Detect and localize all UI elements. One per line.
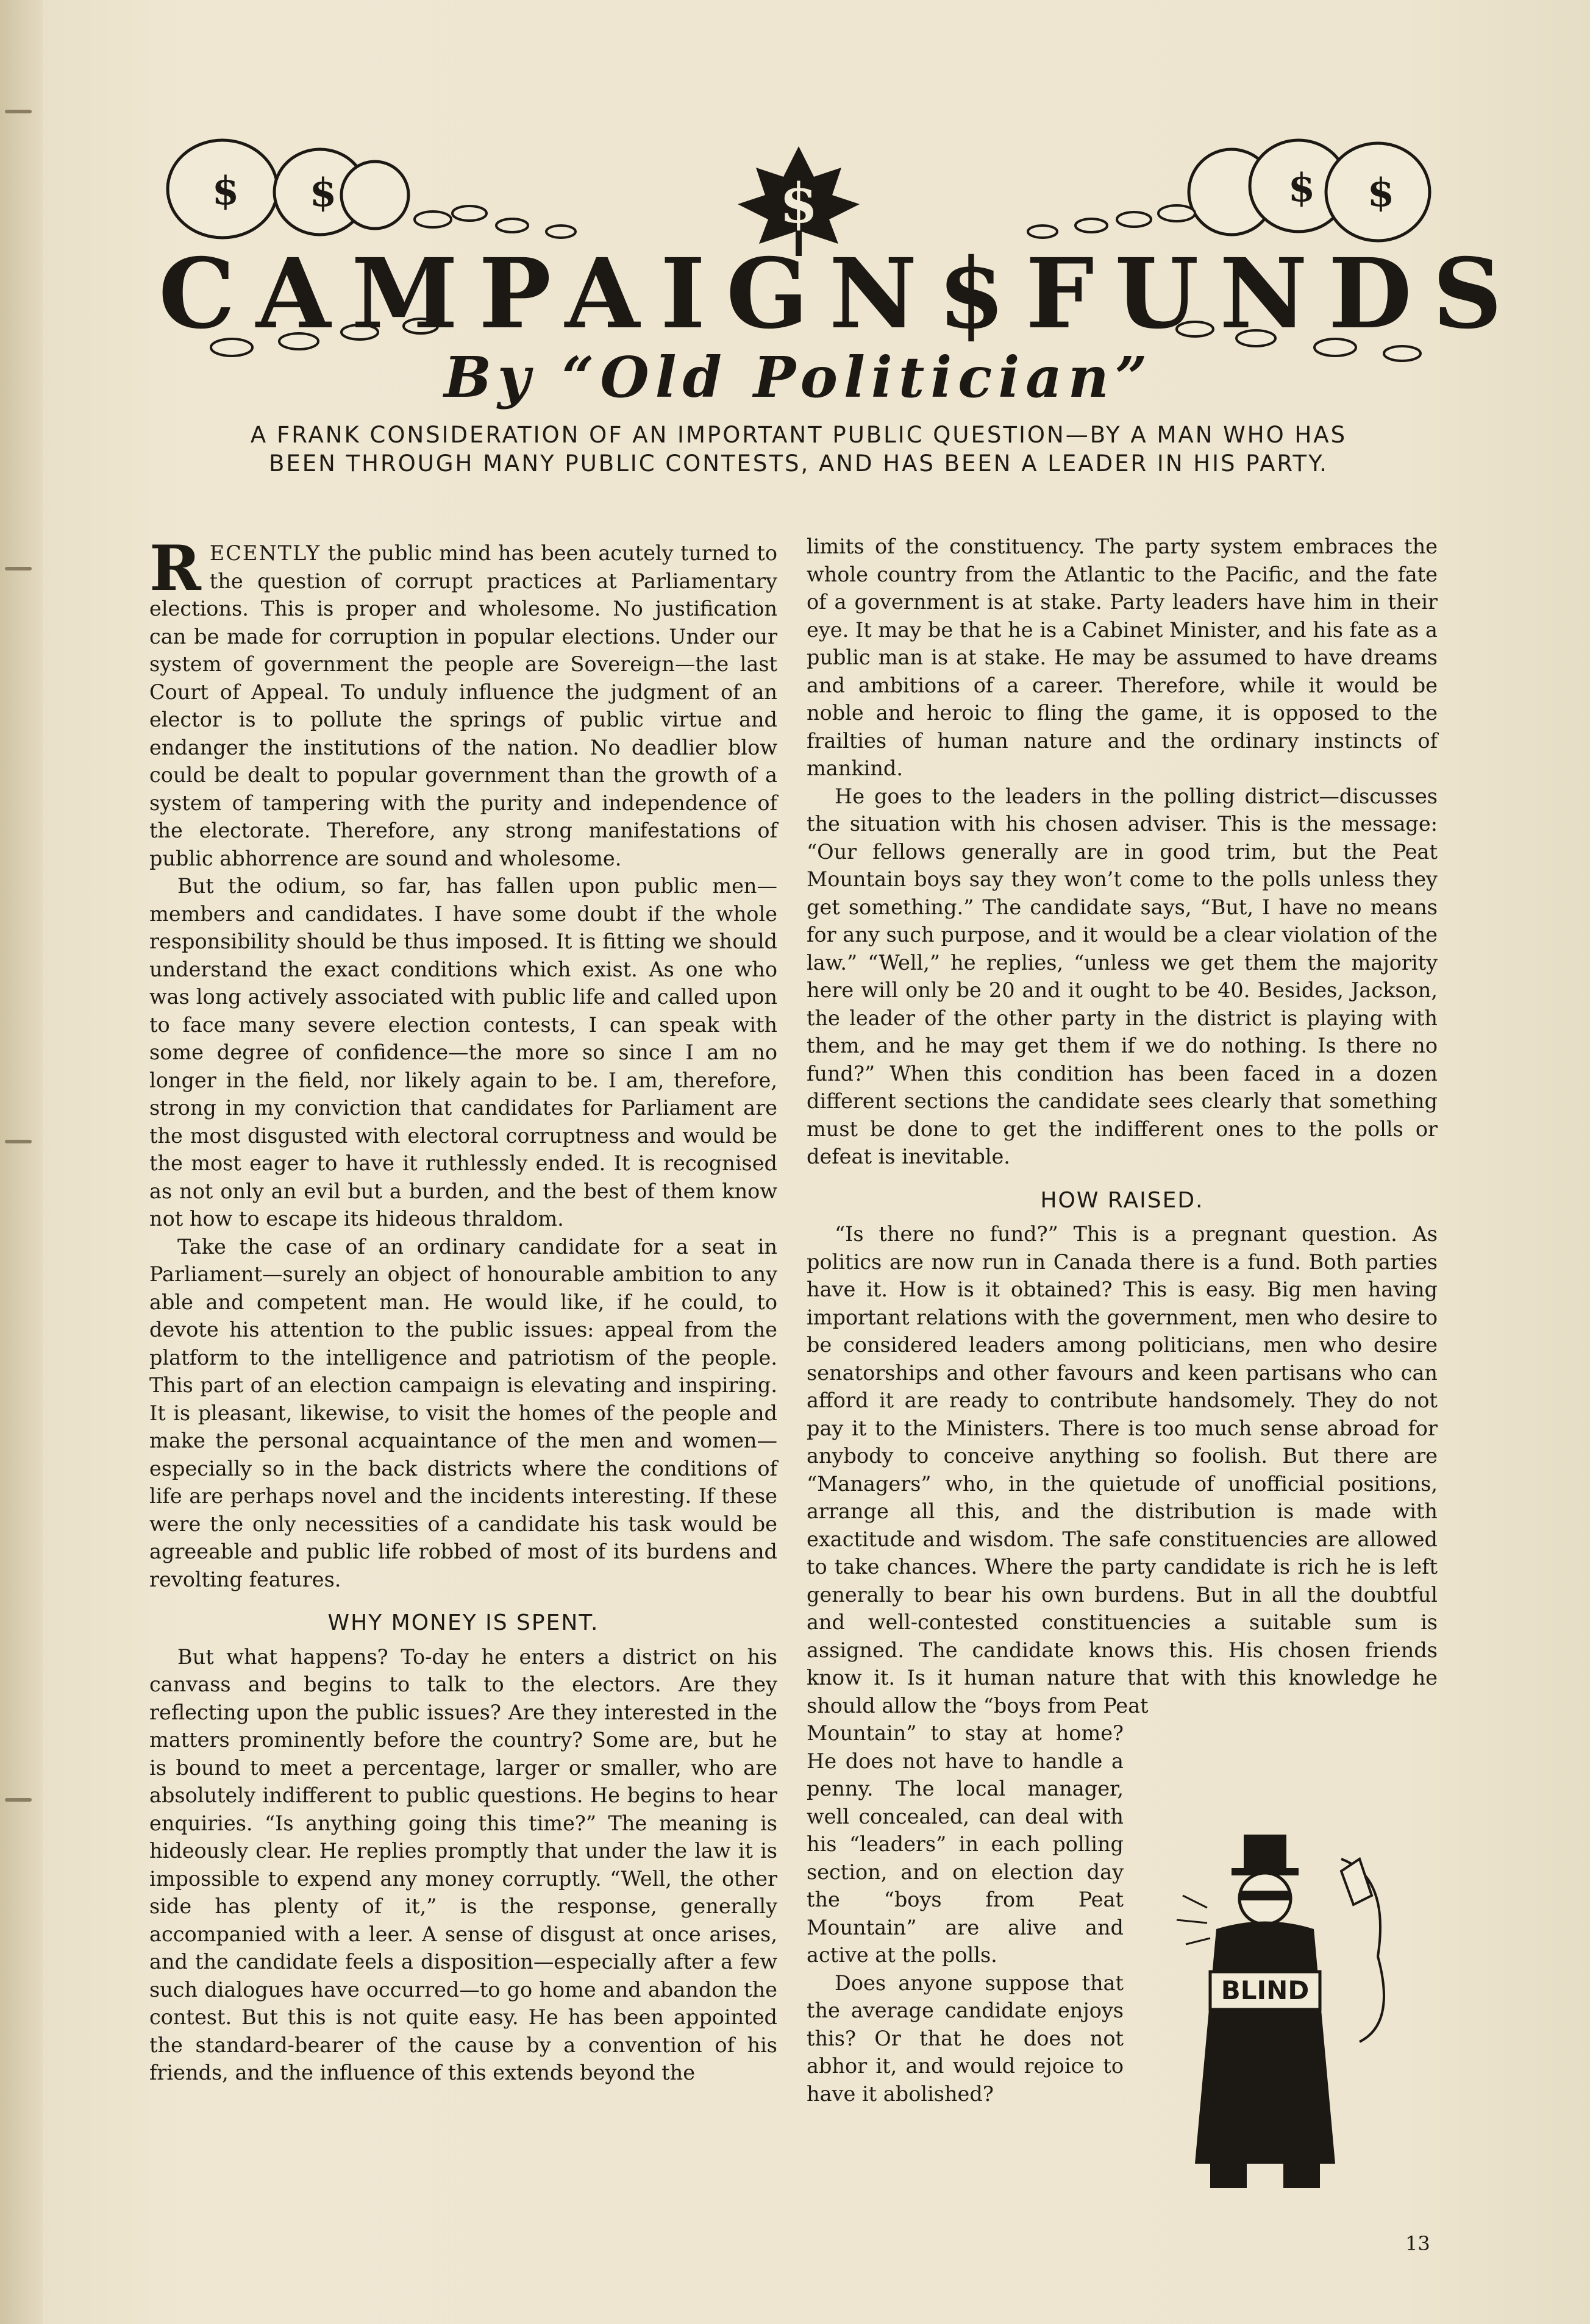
article-byline: By “Old Politician” <box>444 344 1153 410</box>
dollar-sign-icon: $ <box>779 171 818 236</box>
binding-stitch <box>5 1140 32 1143</box>
paragraph: Does anyone suppose that the average candidate enjoys this? Or that he does not abhor it, and would rejoice to have it abolished? <box>807 1970 1124 2106</box>
article-header <box>159 134 1523 410</box>
dollar-sign-icon: $ <box>309 170 337 216</box>
paragraph: limits of the constituency. The party system embraces the whole country from the Atlantic to the Pacific, and the fate of a government is at stake. Party leaders have him in their eye. It may be that he is a Cabinet Minister, and his fate as a public man is at stake. He may be assumed to have dreams and ambitions of a career. Therefore, while it would be noble and heroic to fling the game, it is opposed to the frailties of human nature and the ordinary instincts of mankind. <box>807 535 1438 780</box>
paragraph: “Is there no fund?” This is a pregnant question. As politics are now run in Canada there is a fund. Both parties have it. How is it obtained? This is easy. Big men having important relations with the government, men who desire to be considered leaders among politicians, men who desire senatorships and other favours and keen partisans who can afford it are ready to contribute handsomely. They do not pay it to the Ministers. There is too much sense abroad for anybody to conceive anything so foolish. But there are “Managers” who, in the quietude of unofficial positions, arrange all this, and the distribution is made with exactitude and wisdom. The safe constituencies are allowed to take chances. Where the party candidate is rich he is left generally to bear his own burdens. But in all the doubtful and well-contested constituencies a suitable sum is assigned. The candidate knows this. His chosen friends know it. Is it human nature that with this knowledge he should allow the “boys from Peat <box>807 1222 1438 1718</box>
money-bag-icon <box>341 162 408 229</box>
blind-sign-text: BLIND <box>1221 1975 1310 2005</box>
left-column <box>149 532 777 2087</box>
paragraph: Take the case of an ordinary candidate for a seat in Parliament—surely an object of honourable ambition to any able and competent man. He would like, if he could, to devote his attention to the public issues: appeal from the platform to the intelligence and patriotism of the people. This part of an election campaign is elevating and inspiring. It is pleasant, likewise, to visit the homes of the people and make the personal acquaintance of the men and women—especially so in the back districts where the conditions of life are perhaps novel and the incidents interesting. If these were the only necessities of a candidate his task would be agreeable and public life robbed of most of its burdens and revolting features. <box>149 1234 777 1591</box>
dollar-sign-icon: $ <box>1367 170 1395 216</box>
narrow-text-block <box>807 1719 1124 2108</box>
blind-man-illustration <box>1158 1822 1427 2200</box>
article-title: CAMPAIGN$FUNDS <box>159 238 1523 350</box>
binding-stitch <box>5 110 32 113</box>
banknote-icon <box>1341 1859 1372 1905</box>
page-binding <box>0 0 43 2324</box>
page-number: 13 <box>1405 2232 1430 2255</box>
drop-cap: R <box>149 532 201 605</box>
binding-stitch <box>5 1798 32 1802</box>
lead-caps: ECENTLY <box>209 541 321 565</box>
article-subtitle: A FRANK CONSIDERATION OF AN IMPORTANT PUBLIC QUESTION—BY A MAN WHO HAS BEEN THROUGH MANY PUBLIC CONTESTS, AND HAS BEEN A LEADER IN HIS PARTY. <box>250 422 1347 477</box>
cartoon-figure <box>1158 1822 1427 2200</box>
paragraph-text: the public mind has been acutely turned to the question of corrupt practices at Parliamentary elections. This is proper and wholesome. No justification can be made for corruption in popular elections. Under our system of government the people are Sovereign—the last Court of Appeal. To unduly influence the judgment of an elector is to pollute the springs of public virtue and endanger the institutions of the nation. No deadlier blow could be dealt to popular government than the growth of a system of tampering with the purity and independence of the electorate. Therefore, any strong manifestations of public abhorrence are sound and wholesome. <box>149 541 777 870</box>
paragraph: Mountain” to stay at home? He does not have to handle a penny. The local manager, well concealed, can deal with his “leaders” in each polling section, and on election day the “boys from Peat Mountain” are alive and active at the polls. <box>807 1721 1124 1967</box>
paragraph: But what happens? To-day he enters a district on his canvass and begins to talk to the electors. Are they reflecting upon the public issues? Are they interested in the matters prominently before the country? Some are, but he is bound to meet a percentage, larger or smaller, who are absolutely indifferent to public questions. He begins to hear enquiries. “Is anything going this time?” The meaning is hideously clear. He replies promptly that under the law it is impossible to expend any money corruptly. “Well, the other side has plenty of it,” is the response, generally accompanied with a leer. A sense of disgust at once arises, and the candidate feels a disposition—especially after a few such dialogues have occurred—to go home and abandon the contest. But this is not quite easy. He has been appointed the standard-bearer of the cause by a convention of his friends, and the influence of this extends beyond the <box>149 1644 777 2084</box>
dollar-sign-icon: $ <box>212 168 240 214</box>
section-heading: HOW RAISED. <box>1040 1187 1204 1213</box>
paragraph <box>149 532 777 872</box>
dollar-sign-icon: $ <box>1288 165 1316 211</box>
section-heading: WHY MONEY IS SPENT. <box>327 1610 599 1635</box>
paragraph: But the odium, so far, has fallen upon public men—members and candidates. I have some doubt if the whole responsibility should be thus imposed. It is fitting we should understand the exact conditions which exist. As one who was long actively associated with public life and called upon to face many severe election contests, I can speak with some degree of confidence—the more so since I am no longer in the field, nor likely again to be. I am, therefore, strong in my conviction that candidates for Parliament are the most disgusted with electoral corruptness and would be the most eager to have it ruthlessly ended. It is recognised as not only an evil but a burden, and the best of them know not how to escape its hideous thraldom. <box>149 874 777 1231</box>
paragraph: He goes to the leaders in the polling district—discusses the situation with his chosen adviser. This is the message: “Our fellows generally are in good trim, but the Peat Mountain boys say they won’t come to the polls unless they get something.” The candidate says, “But, I have no means for any such purpose, and it would be a clear violation of the law.” “Well,” he replies, “unless we get them the majority here will only be 20 and it ought to be 40. Besides, Jackson, the leader of the other party in the district is playing with them, and he may get them if we do nothing. Is there no fund?” When this condition has been faced in a dozen different sections the candidate sees clearly that something must be done to get the indifferent ones to the polls or defeat is inevitable. <box>807 784 1438 1168</box>
binding-stitch <box>5 567 32 570</box>
